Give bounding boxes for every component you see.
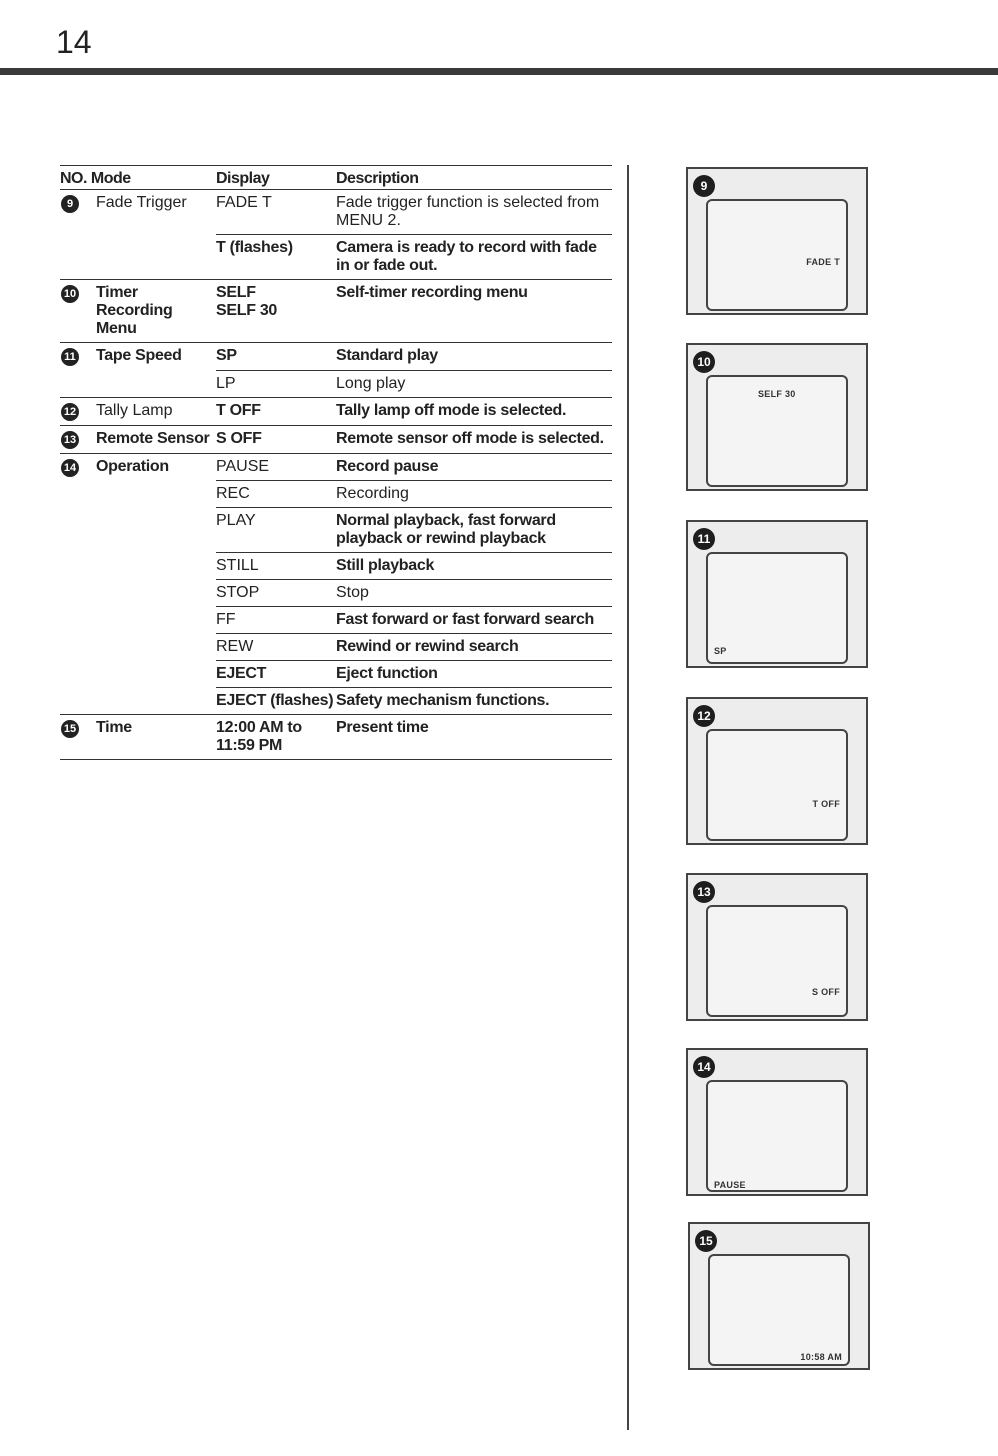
- description-cell: Safety mechanism functions.: [336, 688, 612, 715]
- display-cell: PLAY: [216, 508, 336, 553]
- number-badge: 12: [693, 705, 715, 727]
- description-cell: Fade trigger function is selected from MENU 2.: [336, 190, 612, 235]
- description-cell: Tally lamp off mode is selected.: [336, 397, 612, 425]
- viewfinder-screen: [706, 199, 848, 311]
- display-cell: FADE T: [216, 190, 336, 235]
- display-cell: 12:00 AM to 11:59 PM: [216, 715, 336, 760]
- display-cell: FF: [216, 607, 336, 634]
- display-cell: T OFF: [216, 397, 336, 425]
- screen-illustration-13: [686, 873, 868, 1021]
- screen-display-text: T OFF: [812, 799, 840, 809]
- mode-cell: Time: [96, 715, 216, 760]
- table-row: [60, 397, 612, 425]
- description-cell: Normal playback, fast forward playback or rewind playback: [336, 508, 612, 553]
- viewfinder-screen: [706, 1080, 848, 1192]
- number-badge: 9: [61, 195, 79, 213]
- viewfinder-screen: [706, 375, 848, 487]
- screen-display-text: SP: [714, 646, 727, 656]
- display-cell: EJECT (flashes): [216, 688, 336, 715]
- mode-cell: Tape Speed: [96, 347, 182, 364]
- mode-cell: Fade Trigger: [96, 194, 187, 211]
- number-badge: 14: [61, 459, 79, 477]
- number-badge: 13: [61, 431, 79, 449]
- screen-display-text: PAUSE: [714, 1180, 746, 1190]
- mode-display-table: [60, 165, 612, 760]
- description-cell: Present time: [336, 715, 612, 760]
- table-row: [60, 235, 612, 280]
- description-cell: Fast forward or fast forward search: [336, 607, 612, 634]
- description-cell: Record pause: [336, 453, 612, 481]
- display-cell: STOP: [216, 580, 336, 607]
- column-divider: [627, 165, 629, 1430]
- number-badge: 10: [61, 285, 79, 303]
- number-badge: 12: [61, 403, 79, 421]
- description-cell: Camera is ready to record with fade in or fade out.: [336, 235, 612, 280]
- table-row: [60, 715, 612, 760]
- viewfinder-screen: [708, 1254, 850, 1366]
- table-row: [60, 481, 612, 508]
- display-cell: SELF SELF 30: [216, 280, 336, 343]
- display-cell: T (flashes): [216, 235, 336, 280]
- screen-display-text: 10:58 AM: [800, 1352, 842, 1362]
- description-cell: Stop: [336, 580, 612, 607]
- description-cell: Standard play: [336, 343, 612, 371]
- screen-illustration-10: [686, 343, 868, 491]
- table-row: [60, 453, 612, 481]
- number-badge: 10: [693, 351, 715, 373]
- number-badge: 15: [695, 1230, 717, 1252]
- table-row: [60, 425, 612, 453]
- viewfinder-screen: [706, 729, 848, 841]
- header-rule: [0, 68, 998, 75]
- header-display: Display: [216, 166, 336, 190]
- display-cell: S OFF: [216, 425, 336, 453]
- description-cell: Recording: [336, 481, 612, 508]
- screen-illustration-15: [688, 1222, 870, 1370]
- mode-cell: Timer Recording Menu: [96, 280, 216, 343]
- screen-display-text: FADE T: [806, 257, 840, 267]
- viewfinder-screen: [706, 552, 848, 664]
- display-cell: REW: [216, 634, 336, 661]
- number-badge: 14: [693, 1056, 715, 1078]
- screen-illustration-14: [686, 1048, 868, 1196]
- screen-display-text: SELF 30: [758, 389, 796, 399]
- header-description: Description: [336, 166, 612, 190]
- description-cell: Long play: [336, 370, 612, 397]
- screen-illustration-12: [686, 697, 868, 845]
- mode-cell: Remote Sensor: [96, 425, 216, 453]
- display-cell: SP: [216, 343, 336, 371]
- number-badge: 11: [693, 528, 715, 550]
- table-row: [60, 688, 612, 715]
- mode-cell: Operation: [96, 457, 169, 475]
- table-row: [60, 634, 612, 661]
- table-row: [60, 280, 612, 343]
- number-badge: 15: [61, 720, 79, 738]
- table-row: [60, 370, 612, 397]
- description-cell: Still playback: [336, 553, 612, 580]
- table-row: [60, 190, 612, 235]
- description-cell: Remote sensor off mode is selected.: [336, 425, 612, 453]
- number-badge: 11: [61, 348, 79, 366]
- display-cell: LP: [216, 370, 336, 397]
- table-row: [60, 607, 612, 634]
- display-cell: REC: [216, 481, 336, 508]
- number-badge: 9: [693, 175, 715, 197]
- screen-display-text: S OFF: [812, 987, 840, 997]
- table-row: [60, 661, 612, 688]
- table-row: [60, 343, 612, 371]
- display-cell: EJECT: [216, 661, 336, 688]
- display-cell: STILL: [216, 553, 336, 580]
- page-number: 14: [56, 24, 92, 60]
- table-row: [60, 553, 612, 580]
- table-row: [60, 508, 612, 553]
- description-cell: Self-timer recording menu: [336, 280, 612, 343]
- description-cell: Eject function: [336, 661, 612, 688]
- header-no-mode: NO. Mode: [60, 166, 216, 190]
- screen-illustration-11: [686, 520, 868, 668]
- table-header-row: [60, 166, 612, 190]
- viewfinder-screen: [706, 905, 848, 1017]
- display-cell: PAUSE: [216, 453, 336, 481]
- description-cell: Rewind or rewind search: [336, 634, 612, 661]
- table-row: [60, 580, 612, 607]
- mode-cell: Tally Lamp: [96, 397, 216, 425]
- screen-illustration-9: [686, 167, 868, 315]
- number-badge: 13: [693, 881, 715, 903]
